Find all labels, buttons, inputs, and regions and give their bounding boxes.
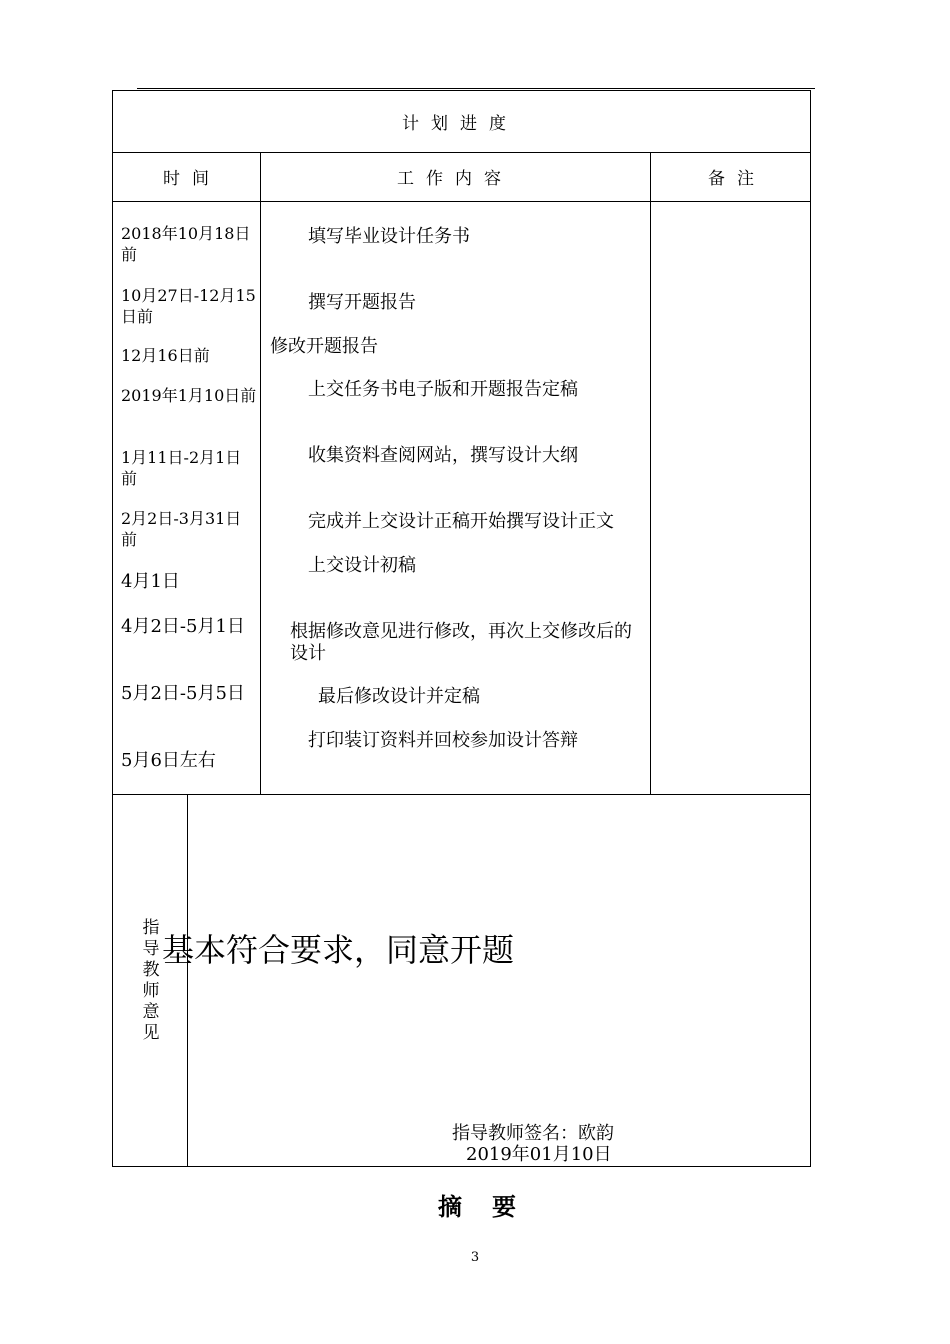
advisor-label: [141, 918, 161, 1044]
advisor-opinion: 基本符合要求，同意开题: [162, 931, 515, 969]
abstract-heading: 摘要: [438, 1192, 546, 1221]
schedule-work: 根据修改意见进行修改，再次上交修改后的设计: [290, 621, 632, 664]
schedule-date: 12月16日前: [121, 346, 210, 365]
table-title: 计划进度: [402, 114, 518, 134]
col-divider-2: [650, 152, 651, 794]
title-divider: [112, 152, 811, 153]
schedule-date: 1月11日-2月1日前: [121, 448, 242, 488]
col-divider-1: [260, 152, 261, 794]
schedule-date: 2月2日-3月31日前: [121, 509, 242, 549]
schedule-work: 撰写开题报告: [308, 292, 416, 313]
advisor-label-divider: [187, 794, 188, 1167]
schedule-date: 10月27日-12月15日前: [121, 286, 256, 326]
schedule-date: 4月1日: [121, 571, 180, 592]
page-number: 3: [470, 1250, 480, 1265]
column-header-time: 时间: [163, 169, 221, 189]
column-header-content: 工作内容: [397, 169, 513, 189]
schedule-date: 4月2日-5月1日: [121, 616, 245, 637]
schedule-date: 2019年1月10日前: [121, 386, 257, 405]
schedule-date: 2018年10月18日前: [121, 224, 251, 264]
advisor-sign-date: 2019年01月10日: [466, 1144, 612, 1165]
advisor-divider: [112, 794, 811, 795]
top-rule: [137, 88, 815, 89]
column-header-note: 备注: [708, 169, 766, 189]
schedule-work: 最后修改设计并定稿: [318, 686, 480, 707]
schedule-work: 上交设计初稿: [308, 555, 416, 576]
schedule-work: 填写毕业设计任务书: [308, 226, 470, 247]
advisor-signature: 指导教师签名：欧韵: [452, 1123, 614, 1144]
schedule-work: 收集资料查阅网站，撰写设计大纲: [308, 445, 578, 466]
schedule-date: 5月6日左右: [121, 750, 216, 771]
schedule-work: 上交任务书电子版和开题报告定稿: [308, 379, 578, 400]
advisor-label-text: 指导教师意见: [142, 918, 160, 1043]
schedule-work: 打印装订资料并回校参加设计答辩: [308, 730, 578, 751]
schedule-work: 修改开题报告: [270, 336, 378, 357]
schedule-work: 完成并上交设计正稿开始撰写设计正文: [308, 511, 614, 532]
header-divider: [112, 201, 811, 202]
schedule-date: 5月2日-5月5日: [121, 683, 245, 704]
